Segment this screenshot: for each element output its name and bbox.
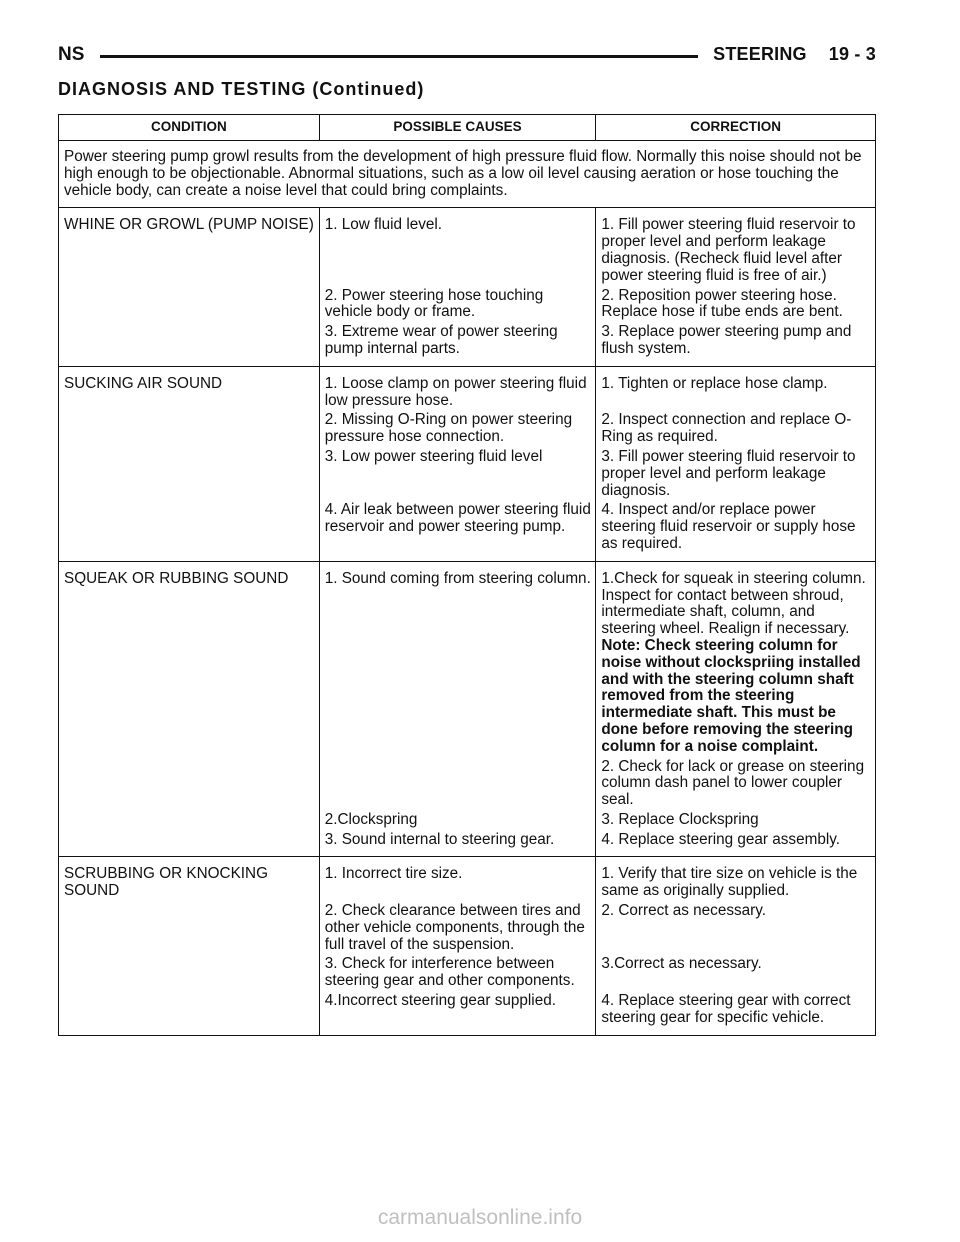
section-title: DIAGNOSIS AND TESTING (Continued) [58,79,425,99]
correction-text: 3.Correct as necessary. [601,955,762,973]
condition-cell: WHINE OR GROWL (PUMP NOISE) [59,208,320,366]
correction-cell [596,446,876,499]
cause-cell: 3. Extreme wear of power steering pump internal parts. [319,321,596,366]
diagnosis-table [58,114,876,1036]
section-page-label [713,44,876,65]
correction-text: 3. Replace Clockspring [601,810,759,828]
model-code: NS [58,44,85,65]
correction-cell [596,321,876,366]
table-header-row [59,115,876,141]
table-row [59,561,876,755]
table-note: Power steering pump growl results from the development of high pressure fluid flow. Normally this noise should not be high enough to be objectionable. Abnormal situations, such as a low oil level causing aeration or hose touching the vehicle body, can create a noise level that could bring complaints. [59,141,876,208]
correction-cell [596,990,876,1035]
section-name: STEERING [713,44,807,64]
cause-cell: 1. Low fluid level. [319,208,596,285]
cause-cell: 1. Sound coming from steering column. [319,561,596,755]
page-header [58,44,876,68]
correction-text: 2. Correct as necessary. [601,902,766,920]
correction-cell [596,857,876,900]
condition-cell: SCRUBBING OR KNOCKING SOUND [59,857,320,1035]
cause-cell: 3. Low power steering fluid level [319,446,596,499]
correction-text: 1. Fill power steering fluid reservoir to proper level and perform leakage diagnosis. (Recheck fluid level after power steering fluid is free of air.) [601,216,856,284]
watermark: carmanualsonline.info [377,1206,583,1229]
column-header-condition: CONDITION [59,115,320,141]
correction-cell [596,208,876,285]
cause-cell: 3. Sound internal to steering gear. [319,829,596,857]
correction-note: Note: Check steering column for noise without clockspriing installed and with the steering column shaft removed from the steering intermediate shaft. This must be done before removing the steering column for a noise complaint. [601,636,861,755]
correction-cell [596,285,876,322]
condition-cell: SQUEAK OR RUBBING SOUND [59,561,320,857]
correction-cell [596,756,876,809]
correction-text: 1. Tighten or replace hose clamp. [601,374,828,392]
column-header-correction: CORRECTION [596,115,876,141]
correction-cell [596,809,876,829]
page-number: 19 - 3 [828,44,876,64]
correction-text: 3. Replace power steering pump and flush system. [601,323,852,357]
cause-cell: 1. Loose clamp on power steering fluid low pressure hose. [319,366,596,409]
correction-cell [596,900,876,953]
cause-cell: 1. Incorrect tire size. [319,857,596,900]
cause-cell: 2.Clockspring [319,809,596,829]
cause-cell [319,756,596,809]
cause-cell: 2. Power steering hose touching vehicle body or frame. [319,285,596,322]
correction-text: 2. Reposition power steering hose. Replace hose if tube ends are bent. [601,286,843,321]
correction-cell [596,499,876,561]
correction-cell [596,366,876,409]
correction-text: 3. Fill power steering fluid reservoir to proper level and perform leakage diagnosis. [601,447,856,499]
correction-text: 4. Replace steering gear assembly. [601,830,840,848]
correction-text: 4. Replace steering gear with correct steering gear for specific vehicle. [601,992,851,1026]
correction-cell [596,409,876,446]
cause-cell: 4.Incorrect steering gear supplied. [319,990,596,1035]
correction-text: 2. Check for lack or grease on steering column dash panel to lower coupler seal. [601,757,865,809]
correction-cell [596,829,876,857]
correction-cell [596,953,876,990]
cause-cell: 2. Missing O-Ring on power steering pressure hose connection. [319,409,596,446]
correction-text: 1.Check for squeak in steering column. Inspect for contact between shroud, intermediate shaft, column, and steering wheel. Realign if necessary. [601,569,866,638]
cause-cell: 2. Check clearance between tires and other vehicle components, through the full travel of the suspension. [319,900,596,953]
correction-text: 1. Verify that tire size on vehicle is the same as originally supplied. [601,865,858,900]
table-body [59,141,876,1036]
column-header-causes: POSSIBLE CAUSES [319,115,596,141]
table-row [59,857,876,900]
correction-text: 2. Inspect connection and replace O-Ring as required. [601,411,852,446]
condition-cell: SUCKING AIR SOUND [59,366,320,561]
correction-text: 4. Inspect and/or replace power steering fluid reservoir or supply hose as required. [601,501,856,552]
table-note-row [59,141,876,208]
header-rule [100,55,698,58]
table-row [59,208,876,285]
correction-cell [596,561,876,755]
cause-cell: 3. Check for interference between steering gear and other components. [319,953,596,990]
table-row [59,366,876,409]
cause-cell: 4. Air leak between power steering fluid reservoir and power steering pump. [319,499,596,561]
